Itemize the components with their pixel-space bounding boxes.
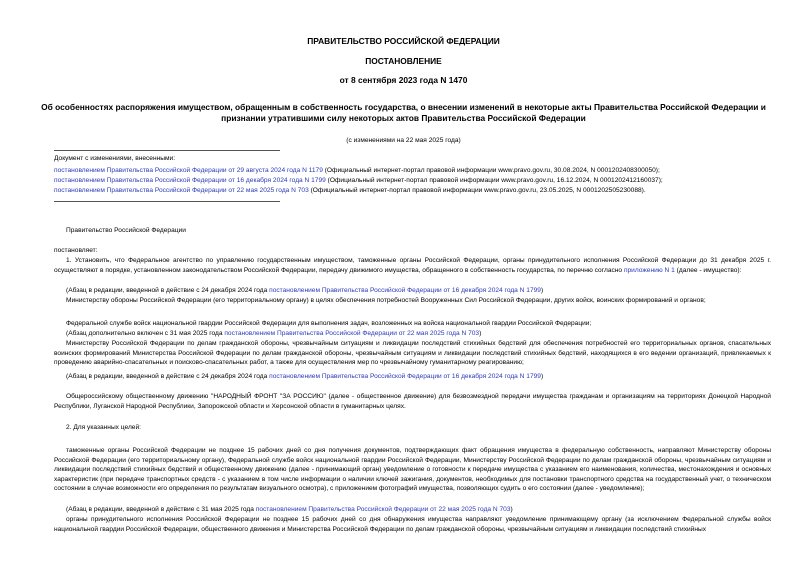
paragraph-mchs: Министерству Российской Федерации по делам гражданской обороны, чрезвычайным ситуациям и ликвидации последствий стихийных бедствий для обеспечения потребностей его территориальных органов, спасательных воинских формирований Министерства Российской Федерации по делам гражданской обороны, чрезвычайным ситуациям и ликвидации последствий стихийных бедствий, находящихся в его ведении организаций, привлекаемых к проведению аварийно-спасательных и поисково-спасательных работ, а также для осуществления мер по чрезвычайному гуманитарному реагированию; [54, 340, 771, 367]
document-type: ПОСТАНОВЛЕНИЕ [365, 56, 442, 66]
paragraph-rosgvardia: Федеральной службе войск национальной гвардии Российской Федерации для выполнения задач, возложенных на войска национальной гвардии Российской Федерации; [66, 320, 592, 327]
amendment-note: (Абзац дополнительно включен с 31 мая 2025 года постановлением Правительства Российской Федерации от 22 мая 2025 года N 703) [66, 330, 482, 337]
paragraph-mo: Министерству обороны Российской Федерации (его территориальному органу) в целях обеспечения потребностей Вооруженных Сил Российской Федерации, других войск, воинских формирований и органов; [66, 297, 706, 304]
amendment-link[interactable]: постановлением Правительства Российской Федерации от 22 мая 2025 года N 703 [224, 330, 480, 337]
amendment-note: (Абзац в редакции, введенной в действие с 31 мая 2025 года постановлением Правительства Российской Федерации от 22 мая 2025 года N 703) [66, 506, 513, 513]
change-link[interactable]: постановлением Правительства Российской Федерации от 29 августа 2024 года N 1179 [54, 167, 323, 174]
divider-bottom [54, 201, 280, 202]
resolves-line: постановляет: [54, 247, 98, 254]
amendment-note: (Абзац в редакции, введенной в действие с 24 декабря 2024 года постановлением Правительства Российской Федерации от 16 декабря 2024 года N 1799) [66, 373, 544, 380]
appendix-link[interactable]: приложению N 1 [623, 266, 675, 274]
change-link[interactable]: постановлением Правительства Российской Федерации от 16 декабря 2024 года N 1799 [54, 177, 326, 184]
paragraph-enforcement: органы принудительного исполнения Российской Федерации не позднее 15 рабочих дней со дня обнаружения имущества направляют уведомление принимающему органу (за исключением Федеральной службы войск национальной гвардии Российской Федерации, общественного движения и Министерства Российской Федерации по делам гражданской обороны, чрезвычайным ситуациям и ликвидации последствий стихийных [54, 516, 771, 533]
document-title: Об особенностях распоряжения имуществом, обращенным в собственность государства, о внесении изменений в некоторые акты Правительства Российской Федерации и признании утратившими силу некоторых актов Правительства Российской Федерации [41, 102, 766, 123]
paragraph-onf: Общероссийскому общественному движению "НАРОДНЫЙ ФРОНТ "ЗА РОССИЮ" (далее - общественное движение) для безвозмездной передачи имущества гражданам и организациям на территориях Донецкой Народной Республики, Луганской Народной Республики, Запорожской области и Херсонской области в гуманитарных целях. [54, 393, 771, 410]
amendment-link[interactable]: постановлением Правительства Российской Федерации от 16 декабря 2024 года N 1799 [269, 373, 541, 380]
paragraph-customs: таможенные органы Российской Федерации не позднее 15 рабочих дней со дня получения документов, подтверждающих факт обращения имущества в федеральную собственность, направляют Министерству обороны Российской Федерации (его территориальному органу), Федеральной службе войск национальной гвардии Российской Федерации, Министерству Российской Федерации по делам гражданской обороны, чрезвычайным ситуациям и ликвидации последствий стихийных бедствий и общественному движению (далее - принимающий орган) уведомление о готовности к передаче имущества с указанием его наименования, количества, местонахождения и основных характеристик (при передаче транспортных средств - с указанием в том числе информации о наличии ключей зажигания, документов, необходимых для постановки транспортного средства на государственный учет, о техническом состоянии в случае возможности его определения по результатам визуального осмотра), с приложением фотографий имущества, позволяющих судить о его состоянии (далее - уведомление); [54, 447, 771, 493]
amendment-link[interactable]: постановлением Правительства Российской Федерации от 16 декабря 2024 года N 1799 [269, 287, 541, 294]
revision-note: (с изменениями на 22 мая 2025 года) [346, 137, 461, 144]
government-heading: ПРАВИТЕЛЬСТВО РОССИЙСКОЙ ФЕДЕРАЦИИ [307, 36, 500, 46]
amendment-note: (Абзац в редакции, введенной в действие с 24 декабря 2024 года постановлением Правительства Российской Федерации от 16 декабря 2024 года N 1799) [66, 287, 544, 294]
changes-intro: Документ с изменениями, внесенными: [54, 155, 176, 162]
change-item: постановлением Правительства Российской Федерации от 16 декабря 2024 года N 1799 (Официальный интернет-портал правовой информации www.pravo.gov.ru, 16.12.2024, N 0001202412160037); [54, 177, 663, 184]
change-item: постановлением Правительства Российской Федерации от 22 мая 2025 года N 703 (Официальный интернет-портал правовой информации www.pravo.gov.ru, 23.05.2025, N 0001202505230088). [54, 187, 646, 194]
paragraph-1: 1. Установить, что Федеральное агентство по управлению государственным имуществом, таможенные органы Российской Федерации, органы принудительного исполнения Российской Федерации до 31 декабря 2025 г. осуществляют в порядке, установленном законодательством Российской Федерации, передачу движимого имущества, обращенного в собственность государства, по перечню согласно приложению N 1 (далее - имущество): [54, 257, 771, 274]
amendment-link[interactable]: постановлением Правительства Российской Федерации от 22 мая 2025 года N 703 [255, 506, 511, 513]
government-line: Правительство Российской Федерации [66, 227, 186, 234]
paragraph-2: 2. Для указанных целей: [66, 424, 141, 431]
divider-top [54, 150, 280, 151]
change-item: постановлением Правительства Российской Федерации от 29 августа 2024 года N 1179 (Официальный интернет-портал правовой информации www.pravo.gov.ru, 30.08.2024, N 0001202408300050); [54, 167, 660, 174]
change-link[interactable]: постановлением Правительства Российской Федерации от 22 мая 2025 года N 703 [54, 187, 309, 194]
document-date-number: от 8 сентября 2023 года N 1470 [339, 75, 468, 85]
